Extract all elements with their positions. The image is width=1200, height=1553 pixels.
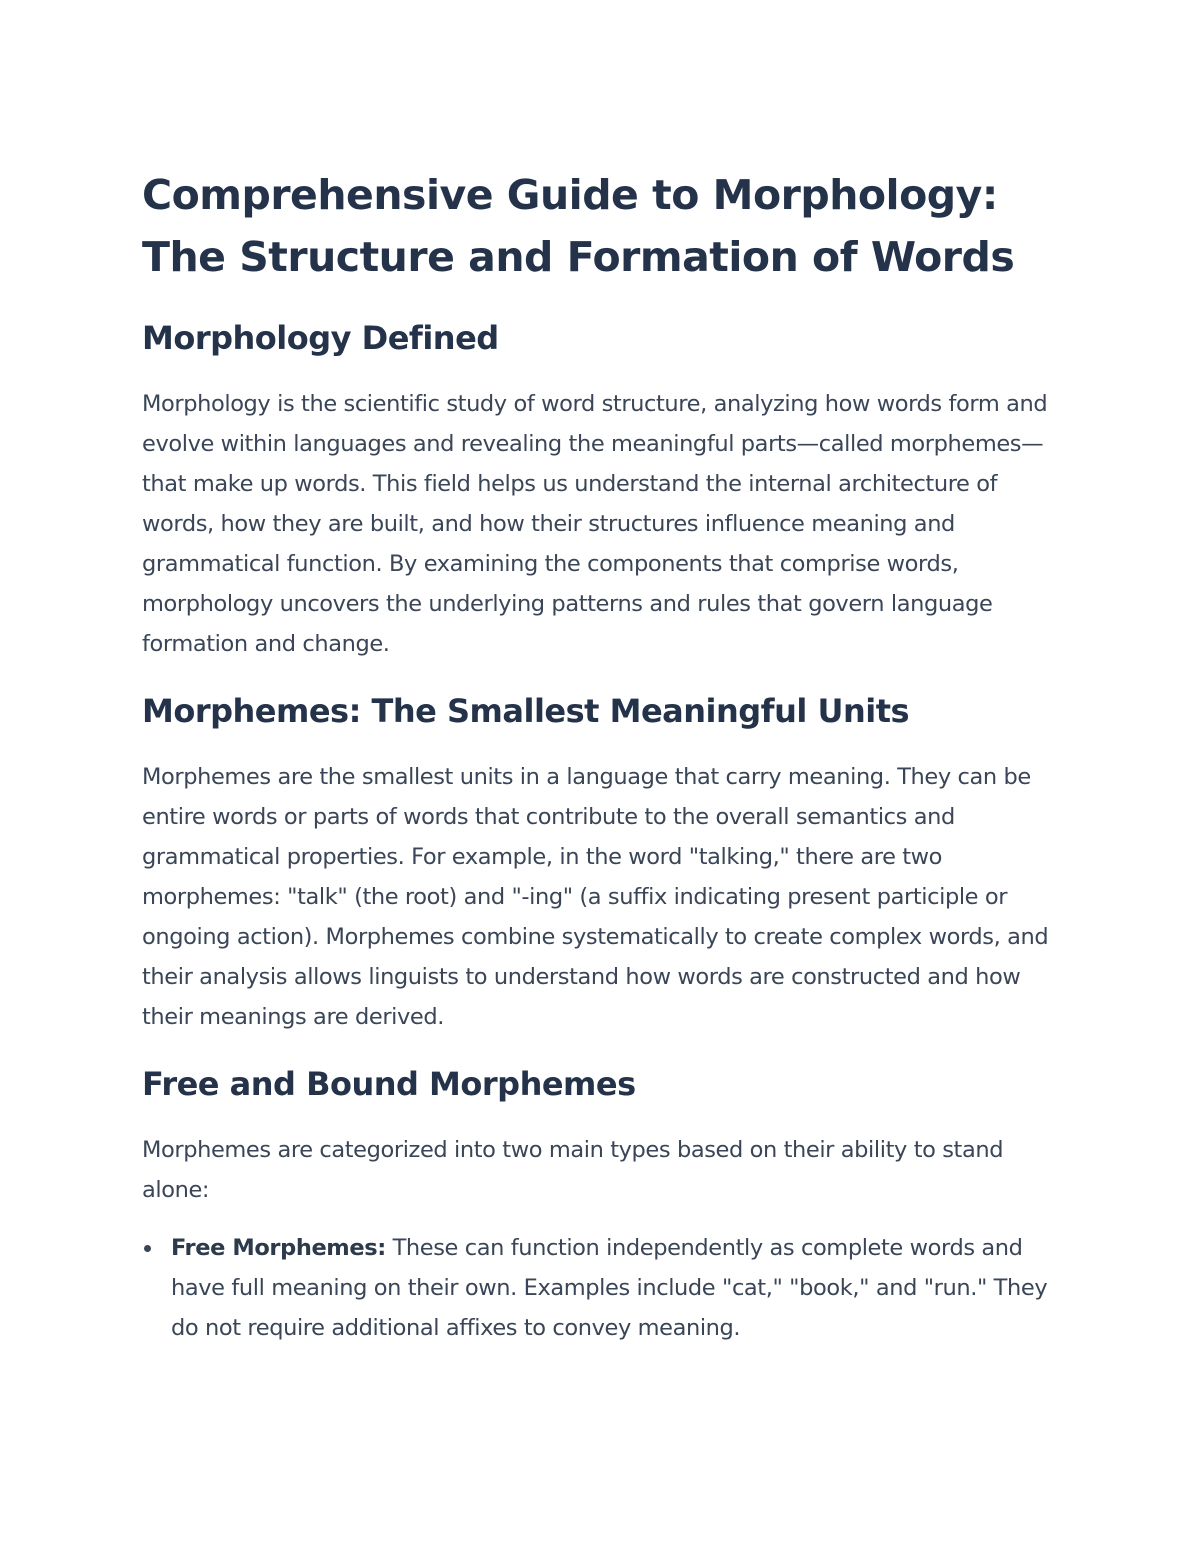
document-page <box>142 164 1072 1348</box>
section-heading-morphology-defined: Morphology Defined <box>142 319 499 357</box>
list-item-text: These can function independently as complete words and have full meaning on their own. Examples include "cat," "book," and "run." They do not require additional affixes to convey meaning. <box>171 1235 1048 1341</box>
section-heading-free-bound: Free and Bound Morphemes <box>142 1065 636 1103</box>
list-item-term: Free Morphemes: <box>171 1235 386 1261</box>
section-paragraph-morphemes: Morphemes are the smallest units in a language that carry meaning. They can be entire words or parts of words that contribute to the overall semantics and grammatical properties. For example, in the word "talking," there are two morphemes: "talk" (the root) and "-ing" (a suffix indicating present participle or ongoing action). Morphemes combine systematically to create complex words, and their analysis allows linguists to understand how words are constructed and how their meanings are derived. <box>142 764 1049 1030</box>
section-paragraph-morphology-defined: Morphology is the scientific study of word structure, analyzing how words form and evolve within languages and revealing the meaningful parts—called morphemes—that make up words. This field helps us understand the internal architecture of words, how they are built, and how their structures influence meaning and grammatical function. By examining the components that comprise words, morphology uncovers the underlying patterns and rules that govern language formation and change. <box>142 391 1048 657</box>
morpheme-types-list <box>142 1228 1072 1348</box>
section-paragraph-free-bound: Morphemes are categorized into two main types based on their ability to stand alone: <box>142 1137 1004 1203</box>
list-item-free-morphemes <box>142 1228 1072 1348</box>
document-title: Comprehensive Guide to Morphology: The Structure and Formation of Words <box>142 171 1015 281</box>
section-heading-morphemes: Morphemes: The Smallest Meaningful Units <box>142 692 910 730</box>
bullet-icon <box>144 1245 151 1252</box>
